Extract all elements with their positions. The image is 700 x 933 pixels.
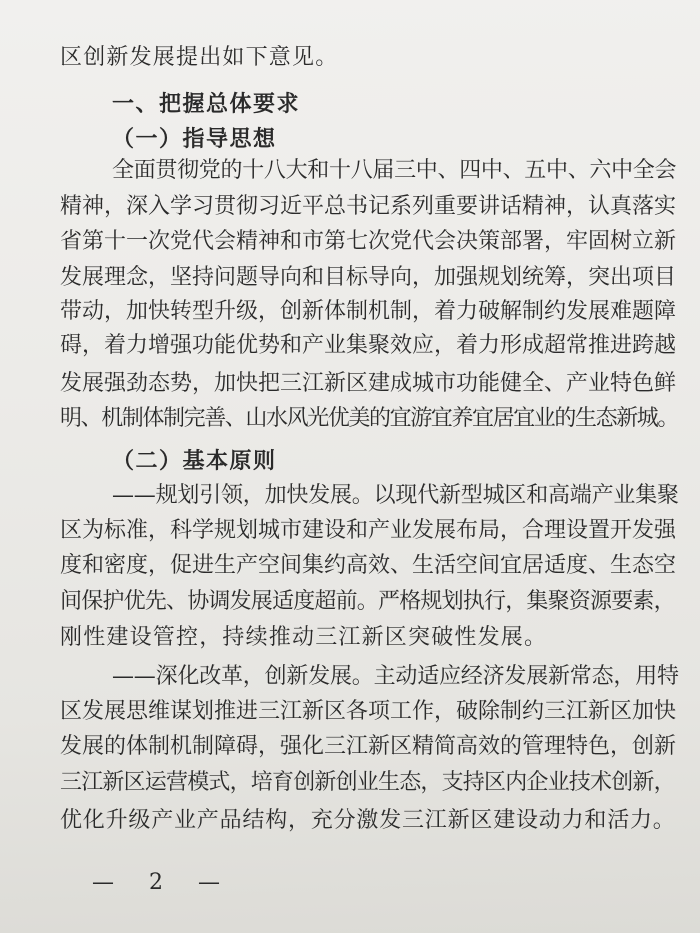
text-line-19: 区发展思维谋划推进三江新区各项工作，破除制约三江新区加快 bbox=[60, 699, 677, 724]
text-line-9: 碍，着力增强功能优势和产业集聚效应，着力形成超常推进跨越 bbox=[60, 333, 677, 358]
text-line-5: 精神，深入学习贯彻习近平总书记系列重要讲话精神，认真落实 bbox=[60, 194, 677, 219]
text-line-14: 区为标准，科学规划城市建设和产业发展布局，合理设置开发强 bbox=[60, 518, 677, 543]
subsection-heading-1: （一）指导思想 bbox=[112, 126, 277, 152]
text-line-1: 区创新发展提出如下意见。 bbox=[60, 45, 339, 70]
section-heading-1: 一、把握总体要求 bbox=[112, 91, 301, 117]
text-line-15: 度和密度，促进生产空间集约高效、生活空间宜居适度、生态空 bbox=[60, 553, 677, 578]
text-line-4: 全面贯彻党的十八大和十八届三中、四中、五中、六中全会 bbox=[112, 158, 677, 183]
text-line-22: 优化升级产业产品结构，充分激发三江新区建设动力和活力。 bbox=[60, 808, 676, 833]
text-line-17: 刚性建设管控，持续推动三江新区突破性发展。 bbox=[60, 625, 548, 650]
subsection-heading-2: （二）基本原则 bbox=[112, 448, 277, 474]
text-line-21: 三江新区运营模式，培育创新创业生态，支持区内企业技术创新， bbox=[60, 770, 675, 795]
text-line-13: ——规划引领，加快发展。以现代新型城区和高端产业集聚 bbox=[112, 483, 679, 508]
text-line-18: ——深化改革，创新发展。主动适应经济发展新常态，用特 bbox=[112, 664, 679, 689]
text-line-8: 带动，加快转型升级，创新体制机制，着力破解制约发展难题障 bbox=[60, 299, 677, 324]
page-number: — 2 — bbox=[92, 870, 234, 895]
text-line-20: 发展的体制机制障碍，强化三江新区精简高效的管理特色，创新 bbox=[60, 734, 677, 759]
text-line-6: 省第十一次党代会精神和市第七次党代会决策部署，牢固树立新 bbox=[60, 229, 677, 254]
text-line-7: 发展理念，坚持问题导向和目标导向，加强规划统筹，突出项目 bbox=[60, 265, 677, 290]
text-line-16: 间保护优先、协调发展适度超前。严格规划执行，集聚资源要素， bbox=[60, 589, 675, 614]
text-line-10: 发展强劲态势，加快把三江新区建成城市功能健全、产业特色鲜 bbox=[60, 371, 677, 396]
text-line-11: 明、机制体制完善、山水风光优美的宜游宜养宜居宜业的生态新城。 bbox=[60, 406, 679, 431]
